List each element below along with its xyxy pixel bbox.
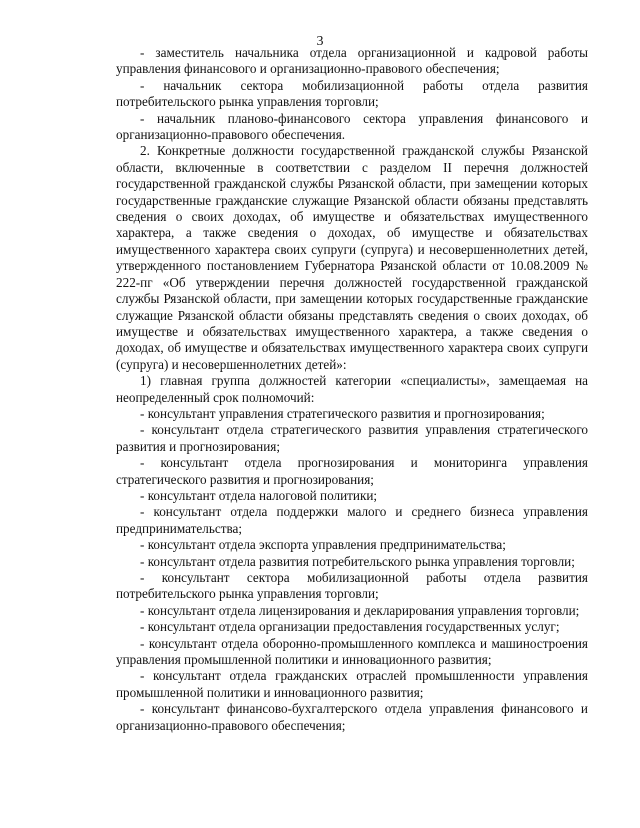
paragraph-12: - консультант отдела развития потребительского рынка управления торговли; bbox=[140, 553, 575, 569]
paragraph-6: - консультант управления стратегического развития и прогнозирования; bbox=[140, 405, 545, 421]
paragraph-2: - начальник сектора мобилизационной работы отдела развития потребительского рынка управления торговли; bbox=[116, 77, 588, 110]
paragraph-3: - начальник планово-финансового сектора управления финансового и организационно-правового обеспечения. bbox=[116, 110, 588, 143]
paragraph-10: - консультант отдела поддержки малого и среднего бизнеса управления предпринимательства; bbox=[116, 504, 588, 536]
paragraph-15: - консультант отдела организации предоставления государственных услуг; bbox=[140, 619, 560, 635]
page-number: 3 bbox=[316, 34, 324, 49]
paragraph-14: - консультант отдела лицензирования и декларирования управления торговли; bbox=[140, 602, 580, 618]
paragraph-7: - консультант отдела стратегического развития управления стратегического развития и прогнозирования; bbox=[116, 422, 588, 454]
paragraph-11: - консультант отдела экспорта управления предпринимательства; bbox=[140, 537, 506, 553]
paragraph-13: - консультант сектора мобилизационной работы отдела развития потребительского рынка управления торговли; bbox=[116, 570, 588, 602]
paragraph-17: - консультант отдела гражданских отраслей промышленности управления промышленной политики и инновационного развития; bbox=[116, 668, 588, 700]
paragraph-9: - консультант отдела налоговой политики; bbox=[140, 487, 378, 503]
paragraph-4: 2. Конкретные должности государственной гражданской службы Рязанской области, включенные в соответствии с разделом II перечня должностей государственной гражданской службы Рязанской области, при замещении которых государственные гражданские служащие Рязанской области обязаны представлять сведения о своих доходах, об имуществе и обязательствах имущественного характера, а также сведения о доходах, об имуществе и обязательствах имущественного характера своих супруги (супруга) и несовершеннолетних детей, утвержденного постановлением Губернатора Рязанской области от 10.08.2009 № 222-пг «Об утверждении перечня должностей государственной гражданской службы Рязанской области, при замещении которых государственные гражданские служащие Рязанской области обязаны представлять сведения о своих доходах, об имуществе и обязательствах имущественного характера, а также сведения о доходах, об имуществе и обязательствах имущественного характера своих супруги (супруга) и несовершеннолетних детей»: bbox=[116, 143, 588, 372]
paragraph-18: - консультант финансово-бухгалтерского отдела управления финансового и организационно-правового обеспечения; bbox=[116, 701, 588, 733]
paragraph-5: 1) главная группа должностей категории «специалисты», замещаемая на неопределенный срок полномочий: bbox=[116, 373, 588, 405]
paragraph-1: - заместитель начальника отдела организационной и кадровой работы управления финансового и организационно-правового обеспечения; bbox=[116, 45, 588, 77]
paragraph-8: - консультант отдела прогнозирования и мониторинга управления стратегического развития и прогнозирования; bbox=[116, 455, 588, 487]
paragraph-16: - консультант отдела оборонно-промышленного комплекса и машиностроения управления промышленной политики и инновационного развития; bbox=[116, 635, 588, 668]
document-body bbox=[116, 45, 588, 734]
